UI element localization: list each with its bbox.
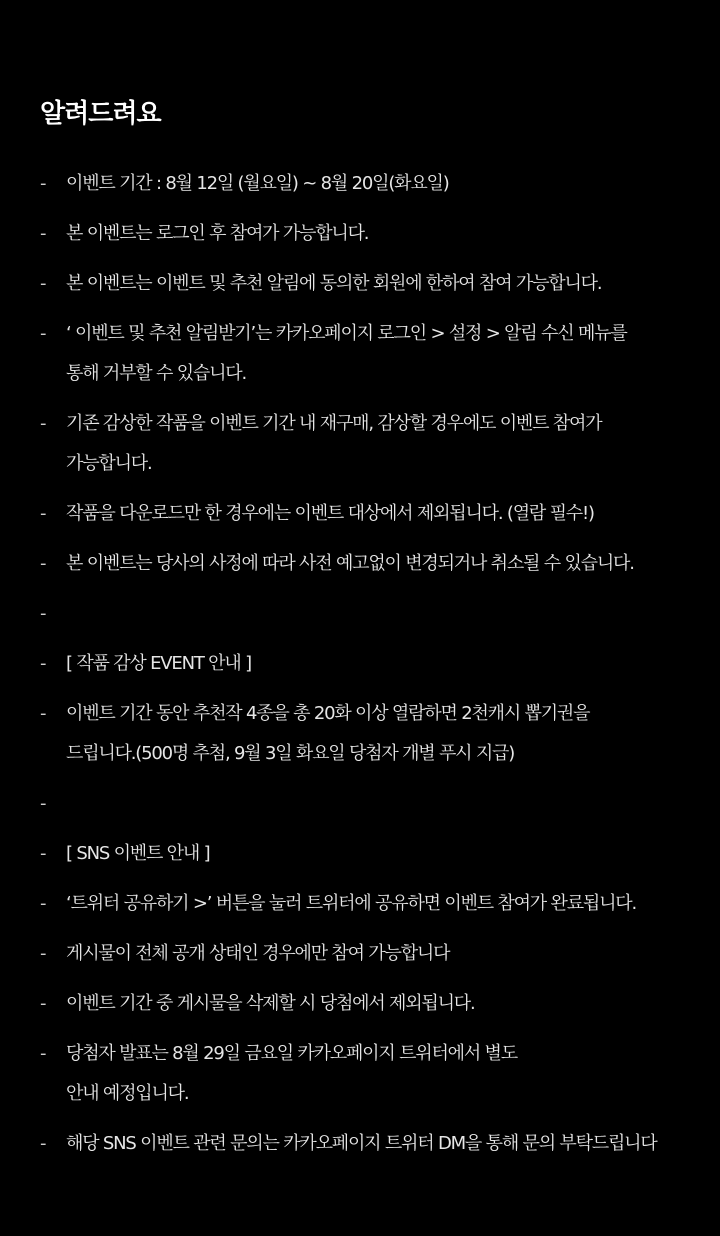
notice-item [40,1124,700,1164]
notice-item [40,494,700,534]
notice-item-line [66,594,700,634]
bullet-dash: - [40,413,46,434]
bullet-dash: - [40,603,46,624]
notice-item-line [66,784,700,824]
notice-item [40,594,700,634]
bullet-dash: - [40,223,46,244]
notice-item [40,694,700,774]
notice-item-line: 가능합니다. [66,453,152,474]
notice-item [40,214,700,254]
bullet-dash: - [40,893,46,914]
notice-item [40,784,700,824]
notice-item [40,544,700,584]
bullet-dash: - [40,1043,46,1064]
notice-item [40,404,700,484]
notice-item [40,934,700,974]
notice-item [40,1034,700,1114]
notice-title: 알려드려요 [40,99,161,129]
bullet-dash: - [40,653,46,674]
notice-item-line: 본 이벤트는 로그인 후 참여가 가능합니다. [66,223,369,244]
notice-list [40,164,700,1164]
notice-item-line: 해당 SNS 이벤트 관련 문의는 카카오페이지 트위터 DM을 통해 문의 부탁드립니다 [66,1133,657,1154]
notice-item [40,884,700,924]
bullet-dash: - [40,793,46,814]
bullet-dash: - [40,943,46,964]
notice-item-line: 통해 거부할 수 있습니다. [66,363,246,384]
bullet-dash: - [40,273,46,294]
bullet-dash: - [40,1133,46,1154]
notice-item [40,164,700,204]
bullet-dash: - [40,553,46,574]
notice-item-line: 이벤트 기간 : 8월 12일 (월요일) ~ 8월 20일(화요일) [66,173,449,194]
notice-item [40,314,700,394]
notice-item-line: ‘ 이벤트 및 추천 알림받기’는 카카오페이지 로그인 > 설정 > 알림 수신 메뉴를 [66,323,627,344]
bullet-dash: - [40,323,46,344]
notice-item-line: 본 이벤트는 이벤트 및 추천 알림에 동의한 회원에 한하여 참여 가능합니다. [66,273,602,294]
notice-item [40,644,700,684]
notice-item-line: [ SNS 이벤트 안내 ] [66,843,210,864]
notice-item-line: 이벤트 기간 동안 추천작 4종을 총 20화 이상 열람하면 2천캐시 뽑기권을 [66,703,590,724]
notice-item [40,834,700,874]
notice-item-line: 이벤트 기간 중 게시물을 삭제할 시 당첨에서 제외됩니다. [66,993,475,1014]
notice-item-line: 본 이벤트는 당사의 사정에 따라 사전 예고없이 변경되거나 취소될 수 있습니다. [66,553,634,574]
notice-item [40,984,700,1024]
notice-item-line: ‘트위터 공유하기 >’ 버튼을 눌러 트위터에 공유하면 이벤트 참여가 완료됩니다. [66,893,636,914]
bullet-dash: - [40,173,46,194]
notice-item-line: 당첨자 발표는 8월 29일 금요일 카카오페이지 트위터에서 별도 [66,1043,517,1064]
notice-item-line: 작품을 다운로드만 한 경우에는 이벤트 대상에서 제외됩니다. (열람 필수!) [66,503,594,524]
bullet-dash: - [40,503,46,524]
bullet-dash: - [40,993,46,1014]
notice-item-line: 안내 예정입니다. [66,1083,189,1104]
notice-item-line: 게시물이 전체 공개 상태인 경우에만 참여 가능합니다 [66,943,450,964]
bullet-dash: - [40,703,46,724]
bullet-dash: - [40,843,46,864]
notice-item-line: [ 작품 감상 EVENT 안내 ] [66,653,251,674]
notice-item-line: 기존 감상한 작품을 이벤트 기간 내 재구매, 감상할 경우에도 이벤트 참여가 [66,413,602,434]
notice-item [40,264,700,304]
notice-item-line: 드립니다.(500명 추첨, 9월 3일 화요일 당첨자 개별 푸시 지급) [66,743,515,764]
